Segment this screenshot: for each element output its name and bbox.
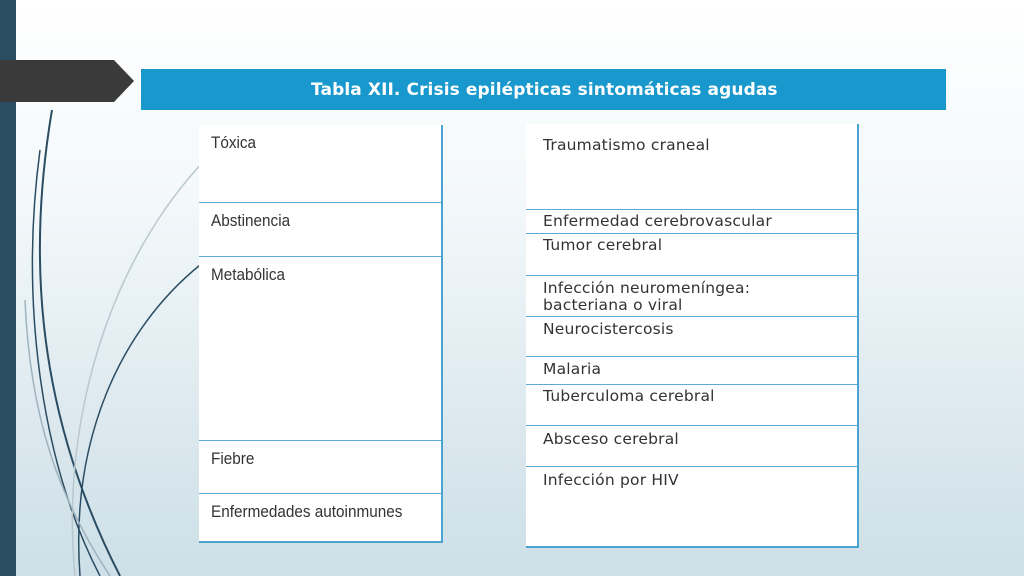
- table-row: [526, 124, 857, 210]
- table-row: [199, 257, 441, 441]
- left-table: [199, 125, 443, 543]
- slide-arrow-shape: [0, 60, 134, 102]
- table-row: [526, 467, 857, 546]
- table-row: [526, 276, 857, 317]
- table-row: [199, 125, 441, 203]
- row-label: Infección por HIV: [543, 471, 679, 489]
- row-label: Fiebre: [211, 449, 255, 468]
- row-label: Tuberculoma cerebral: [543, 387, 715, 405]
- row-label: Tumor cerebral: [543, 236, 663, 254]
- table-row: [199, 441, 441, 494]
- table-row: [526, 357, 857, 385]
- table-row: [199, 494, 441, 541]
- table-row: [526, 317, 857, 357]
- table-row: [526, 234, 857, 276]
- table-row: [199, 203, 441, 257]
- row-label: Neurocistercosis: [543, 320, 674, 338]
- right-table: [526, 124, 859, 548]
- row-label: Tóxica: [211, 133, 257, 152]
- row-label: Absceso cerebral: [543, 430, 679, 448]
- row-label: Infección neuromeníngea: bacteriana o viral: [543, 279, 751, 314]
- row-label: Malaria: [543, 360, 602, 378]
- table-row: [526, 210, 857, 234]
- row-label: Abstinencia: [211, 211, 291, 230]
- row-label: Enfermedad cerebrovascular: [543, 212, 772, 230]
- row-label: Enfermedades autoinmunes: [211, 502, 403, 521]
- table-title-bar: [141, 69, 946, 110]
- row-label: Metabólica: [211, 265, 285, 284]
- table-title: Tabla XII. Crisis epilépticas sintomáticas agudas: [311, 79, 778, 100]
- row-label: Traumatismo craneal: [543, 136, 710, 154]
- table-row: [526, 426, 857, 467]
- table-row: [526, 385, 857, 426]
